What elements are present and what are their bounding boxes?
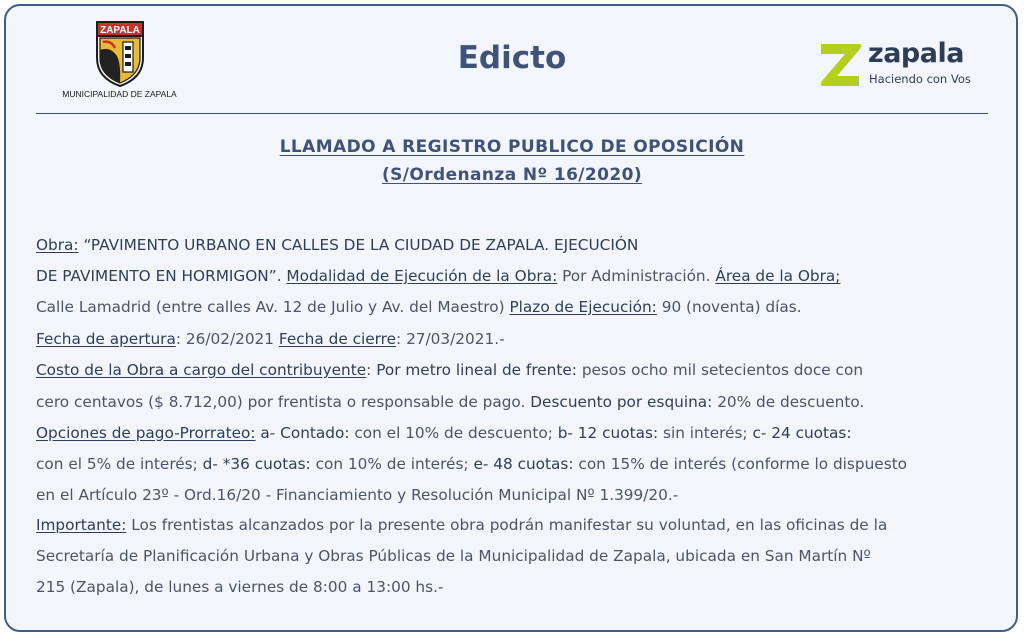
body-line-12: 215 (Zapala), de lunes a viernes de 8:00 a 13:00 hs.- <box>36 578 444 596</box>
seal-caption: MUNICIPALIDAD DE ZAPALA <box>62 89 177 99</box>
body-line-3: Calle Lamadrid (entre calles Av. 12 de Julio y Av. del Maestro) Plazo de Ejecución: 90 (noventa) días. <box>36 298 802 316</box>
body-line-4: Fecha de apertura: 26/02/2021 Fecha de cierre: 27/03/2021.- <box>36 330 505 348</box>
body-line-9: en el Artículo 23º - Ord.16/20 - Financiamiento y Resolución Municipal Nº 1.399/20.- <box>36 486 679 504</box>
header-divider <box>36 113 988 114</box>
zapala-logo <box>819 40 989 94</box>
zapala-z-icon <box>819 40 863 88</box>
logo-slogan: Haciendo con Vos <box>869 72 971 86</box>
body-line-2: DE PAVIMENTO EN HORMIGON”. Modalidad de Ejecución de la Obra: Por Administración. Área de la Obra; <box>36 267 841 285</box>
page-title: Edicto <box>457 40 567 76</box>
body-line-8: con el 5% de interés; d- *36 cuotas: con 10% de interés; e- 48 cuotas: con 15% de interés (conforme lo dispuesto <box>36 455 908 473</box>
body-line-11: Secretaría de Planificación Urbana y Obras Públicas de la Municipalidad de Zapala, ubicada en San Martín Nº <box>36 547 871 565</box>
body-line-1: Obra: “PAVIMENTO URBANO EN CALLES DE LA CIUDAD DE ZAPALA. EJECUCIÓN <box>36 236 639 254</box>
heading-line-1: LLAMADO A REGISTRO PUBLICO DE OPOSICIÓN <box>279 137 745 157</box>
body-line-6: cero centavos ($ 8.712,00) por frentista o responsable de pago. Descuento por esquina: 20% de descuento. <box>36 393 865 411</box>
body-line-10: Importante: Los frentistas alcanzados por la presente obra podrán manifestar su voluntad, en las oficinas de la <box>36 516 888 534</box>
heading-line-2: (S/Ordenanza Nº 16/2020) <box>381 165 642 185</box>
body-line-7: Opciones de pago-Prorrateo: a- Contado: con el 10% de descuento; b- 12 cuotas: sin interés; c- 24 cuotas: <box>36 424 852 442</box>
logo-name: zapala <box>868 38 964 69</box>
body-line-5: Costo de la Obra a cargo del contribuyente: Por metro lineal de frente: pesos ocho mil setecientos doce con <box>36 361 864 379</box>
seal-text: ZAPALA <box>99 25 140 36</box>
